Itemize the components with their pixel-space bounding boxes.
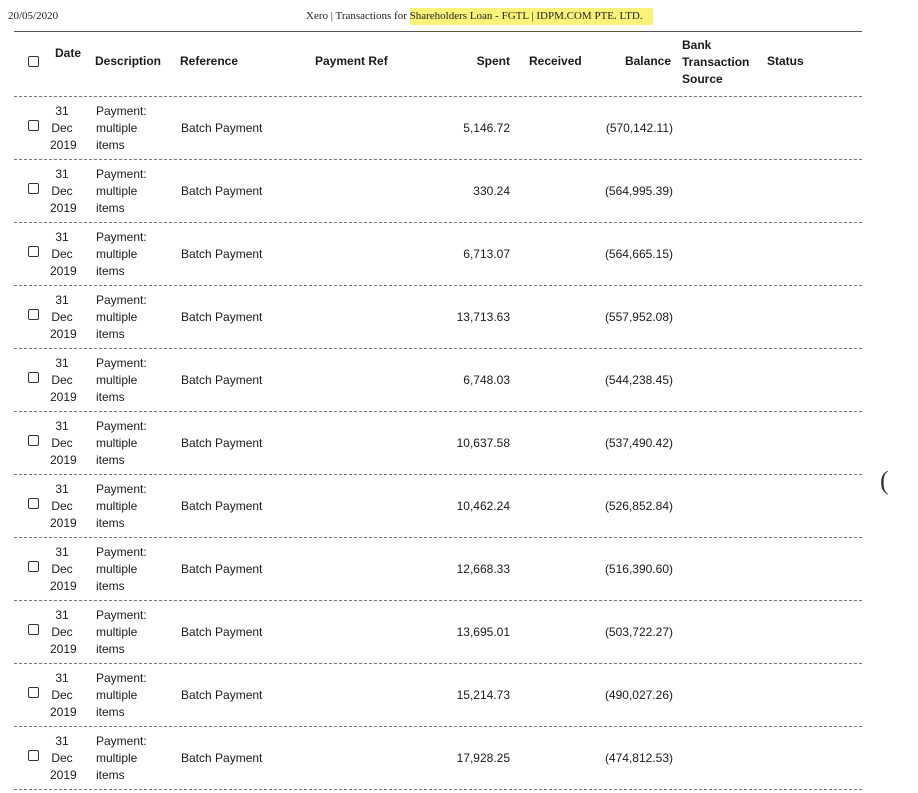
row-balance: (490,027.26) (604, 688, 673, 702)
date-day: 31 (55, 608, 69, 622)
table-row[interactable] (0, 730, 918, 793)
date-month: Dec (51, 436, 73, 450)
col-status[interactable]: Status (767, 54, 804, 68)
date-day: 31 (55, 167, 69, 181)
row-description[interactable] (96, 544, 147, 595)
row-reference: Batch Payment (181, 562, 263, 576)
desc-line2: multiple (96, 184, 138, 198)
desc-line3: items (96, 264, 125, 278)
row-balance: (474,812.53) (604, 751, 673, 765)
table-row[interactable] (0, 226, 918, 289)
row-checkbox[interactable] (28, 687, 39, 698)
row-description[interactable] (96, 607, 147, 658)
row-spent: 10,637.58 (456, 436, 510, 450)
table-row[interactable] (0, 541, 918, 604)
row-reference: Batch Payment (181, 373, 263, 387)
desc-line1: Payment: (96, 671, 147, 685)
date-day: 31 (55, 545, 69, 559)
row-description[interactable] (96, 292, 147, 343)
desc-line2: multiple (96, 499, 138, 513)
row-checkbox[interactable] (28, 246, 39, 257)
row-date (50, 103, 77, 154)
row-description[interactable] (96, 103, 147, 154)
row-reference: Batch Payment (181, 184, 263, 198)
table-row[interactable] (0, 415, 918, 478)
date-month: Dec (51, 310, 73, 324)
desc-line2: multiple (96, 625, 138, 639)
table-row[interactable] (0, 163, 918, 226)
row-divider (14, 726, 862, 727)
row-spent: 12,668.33 (456, 562, 510, 576)
date-month: Dec (51, 121, 73, 135)
desc-line3: items (96, 390, 125, 404)
row-checkbox[interactable] (28, 120, 39, 131)
date-day: 31 (55, 104, 69, 118)
date-year: 2019 (50, 390, 77, 404)
table-header (0, 36, 918, 92)
col-balance[interactable]: Balance (624, 54, 671, 68)
margin-scan-mark: ( (880, 466, 889, 495)
date-day: 31 (55, 419, 69, 433)
date-day: 31 (55, 482, 69, 496)
page-title (306, 10, 653, 22)
row-balance: (526,852.84) (604, 499, 673, 513)
date-year: 2019 (50, 138, 77, 152)
desc-line1: Payment: (96, 734, 147, 748)
row-reference: Batch Payment (181, 247, 263, 261)
desc-line3: items (96, 138, 125, 152)
desc-line2: multiple (96, 373, 138, 387)
row-checkbox[interactable] (28, 498, 39, 509)
row-reference: Batch Payment (181, 499, 263, 513)
col-bank-line2: Transaction (682, 55, 750, 69)
date-day: 31 (55, 734, 69, 748)
date-year: 2019 (50, 327, 77, 341)
row-divider (14, 96, 862, 97)
col-reference[interactable]: Reference (180, 54, 239, 68)
table-row[interactable] (0, 478, 918, 541)
col-date[interactable]: Date (55, 46, 82, 60)
desc-line1: Payment: (96, 293, 147, 307)
date-day: 31 (55, 230, 69, 244)
row-balance: (516,390.60) (604, 562, 673, 576)
row-spent: 6,748.03 (463, 373, 510, 387)
row-divider (14, 474, 862, 475)
row-balance: (564,665.15) (604, 247, 673, 261)
desc-line3: items (96, 453, 125, 467)
col-bank-line3: Source (682, 72, 723, 86)
row-spent: 15,214.73 (456, 688, 510, 702)
row-checkbox[interactable] (28, 309, 39, 320)
desc-line1: Payment: (96, 104, 147, 118)
date-month: Dec (51, 247, 73, 261)
row-reference: Batch Payment (181, 121, 263, 135)
date-month: Dec (51, 184, 73, 198)
table-row[interactable] (0, 289, 918, 352)
row-date (50, 607, 77, 658)
select-all-checkbox[interactable] (28, 56, 39, 67)
col-bank-line1: Bank (682, 38, 712, 52)
desc-line3: items (96, 705, 125, 719)
desc-line3: items (96, 516, 125, 530)
page-title-prefix: Xero | Transactions for (306, 10, 407, 22)
print-date: 20/05/2020 (8, 10, 59, 22)
page-title-account: Shareholders Loan - FGTL | IDPM.COM PTE. LTD. (410, 8, 653, 25)
row-date (50, 670, 77, 721)
row-divider (14, 285, 862, 286)
row-description[interactable] (96, 229, 147, 280)
row-description[interactable] (96, 418, 147, 469)
row-spent: 10,462.24 (456, 499, 510, 513)
date-year: 2019 (50, 453, 77, 467)
print-header (0, 10, 918, 26)
row-divider (14, 411, 862, 412)
row-date (50, 481, 77, 532)
table-row[interactable] (0, 667, 918, 730)
row-description[interactable] (96, 481, 147, 532)
row-checkbox[interactable] (28, 183, 39, 194)
row-checkbox[interactable] (28, 372, 39, 383)
desc-line3: items (96, 327, 125, 341)
desc-line1: Payment: (96, 167, 147, 181)
desc-line3: items (96, 768, 125, 782)
date-month: Dec (51, 562, 73, 576)
date-year: 2019 (50, 201, 77, 215)
desc-line3: items (96, 579, 125, 593)
desc-line2: multiple (96, 562, 138, 576)
row-spent: 6,713.07 (463, 247, 510, 261)
row-divider (14, 159, 862, 160)
row-description[interactable] (96, 355, 147, 406)
table-row[interactable] (0, 352, 918, 415)
date-month: Dec (51, 373, 73, 387)
header-divider (14, 31, 862, 32)
date-month: Dec (51, 688, 73, 702)
desc-line1: Payment: (96, 419, 147, 433)
desc-line2: multiple (96, 121, 138, 135)
row-balance: (544,238.45) (604, 373, 673, 387)
date-year: 2019 (50, 642, 77, 656)
date-year: 2019 (50, 516, 77, 530)
row-reference: Batch Payment (181, 751, 263, 765)
col-spent[interactable]: Spent (476, 54, 510, 68)
row-divider (14, 348, 862, 349)
row-date (50, 229, 77, 280)
col-description[interactable]: Description (95, 54, 162, 68)
date-day: 31 (55, 671, 69, 685)
date-month: Dec (51, 499, 73, 513)
table-row[interactable] (0, 604, 918, 667)
date-month: Dec (51, 751, 73, 765)
desc-line1: Payment: (96, 356, 147, 370)
row-divider (14, 663, 862, 664)
desc-line3: items (96, 642, 125, 656)
desc-line2: multiple (96, 310, 138, 324)
date-year: 2019 (50, 264, 77, 278)
row-checkbox[interactable] (28, 750, 39, 761)
row-balance: (537,490.42) (604, 436, 673, 450)
desc-line1: Payment: (96, 230, 147, 244)
row-date (50, 733, 77, 784)
desc-line3: items (96, 201, 125, 215)
desc-line1: Payment: (96, 482, 147, 496)
row-divider (14, 537, 862, 538)
date-day: 31 (55, 356, 69, 370)
row-spent: 13,695.01 (456, 625, 510, 639)
date-year: 2019 (50, 705, 77, 719)
row-checkbox[interactable] (28, 561, 39, 572)
row-date (50, 166, 77, 217)
row-description[interactable] (96, 166, 147, 217)
row-date (50, 544, 77, 595)
desc-line2: multiple (96, 688, 138, 702)
desc-line2: multiple (96, 751, 138, 765)
table-row[interactable] (0, 100, 918, 163)
row-checkbox[interactable] (28, 624, 39, 635)
col-bank-transaction-source[interactable] (682, 37, 749, 88)
row-balance: (557,952.08) (604, 310, 673, 324)
date-year: 2019 (50, 579, 77, 593)
desc-line1: Payment: (96, 608, 147, 622)
row-spent: 330.24 (473, 184, 510, 198)
row-description[interactable] (96, 670, 147, 721)
date-month: Dec (51, 625, 73, 639)
row-balance: (564,995.39) (604, 184, 673, 198)
row-date (50, 292, 77, 343)
row-spent: 5,146.72 (463, 121, 510, 135)
date-day: 31 (55, 293, 69, 307)
desc-line2: multiple (96, 247, 138, 261)
date-year: 2019 (50, 768, 77, 782)
row-balance: (503,722.27) (604, 625, 673, 639)
row-reference: Batch Payment (181, 625, 263, 639)
row-divider (14, 600, 862, 601)
row-balance: (570,142.11) (605, 121, 673, 135)
row-description[interactable] (96, 733, 147, 784)
row-checkbox[interactable] (28, 435, 39, 446)
desc-line1: Payment: (96, 545, 147, 559)
row-reference: Batch Payment (181, 436, 263, 450)
row-date (50, 355, 77, 406)
row-reference: Batch Payment (181, 310, 263, 324)
row-date (50, 418, 77, 469)
row-divider (14, 222, 862, 223)
desc-line2: multiple (96, 436, 138, 450)
row-spent: 13,713.63 (456, 310, 510, 324)
row-spent: 17,928.25 (456, 751, 510, 765)
col-payment-ref[interactable]: Payment Ref (315, 54, 388, 68)
row-reference: Batch Payment (181, 688, 263, 702)
row-divider (14, 789, 862, 790)
col-received[interactable]: Received (529, 54, 582, 68)
